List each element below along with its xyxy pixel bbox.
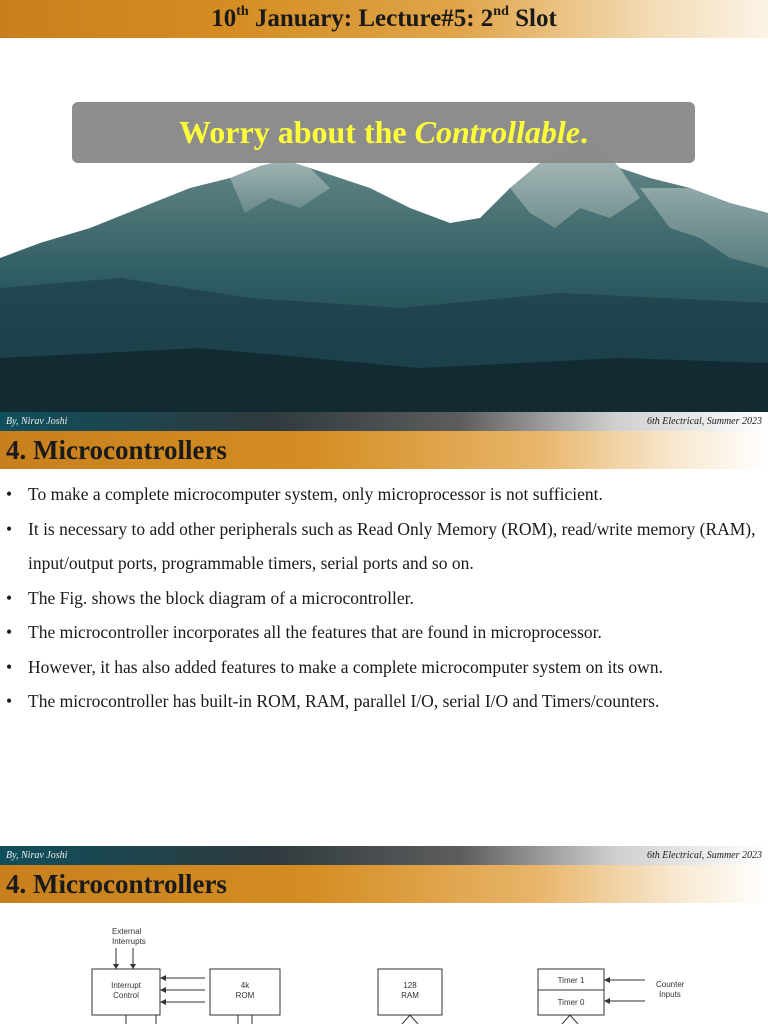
- microcontroller-block-diagram: [0, 903, 768, 1024]
- slide-title-bar: [0, 0, 768, 38]
- section-header: [0, 865, 768, 903]
- quote-text: [179, 114, 588, 151]
- section-title: 4. Microcontrollers: [6, 868, 227, 899]
- rom-label-1: 4k: [240, 981, 250, 990]
- timer-bus-arrow: [562, 1015, 578, 1024]
- timer1-label: Timer 1: [557, 976, 585, 985]
- connector-arrowhead: [160, 975, 166, 981]
- quote-prefix: Worry about the: [179, 114, 415, 150]
- title-part-1: 10: [211, 5, 237, 32]
- footer-course: 6th Electrical, Summer 2023: [647, 416, 762, 427]
- ram-bus-arrow: [402, 1015, 418, 1024]
- counter-inputs-label-1: Counter: [656, 980, 685, 989]
- slide-footer: [0, 412, 768, 431]
- title-part-3: Slot: [508, 5, 557, 32]
- bullet-list: [0, 477, 768, 719]
- connector-arrowhead: [160, 987, 166, 993]
- interrupt-control-label-2: Control: [113, 991, 139, 1000]
- quote-slide: [0, 38, 768, 412]
- footer-course: 6th Electrical, Summer 2023: [647, 850, 762, 861]
- section-title: 4. Microcontrollers: [6, 434, 227, 465]
- section-header: [0, 431, 768, 469]
- rom-label-2: ROM: [235, 991, 255, 1000]
- external-interrupts-label-2: Interrupts: [112, 937, 146, 946]
- quote-emphasis: Controllable: [414, 114, 580, 150]
- interrupt-arrowhead: [130, 964, 136, 969]
- slide-title: [211, 5, 557, 33]
- ram-label-2: RAM: [401, 991, 419, 1000]
- bullet-item: • It is necessary to add other peripherals such as Read Only Memory (ROM), read/write memory (RAM), input/output ports, programmable timers, serial ports and so on.: [0, 512, 768, 581]
- counter-inputs-label-2: Inputs: [659, 990, 681, 999]
- timer0-label: Timer 0: [557, 998, 585, 1007]
- quote-box: [72, 102, 695, 163]
- slide-footer: [0, 846, 768, 865]
- footer-author: By, Nirav Joshi: [6, 850, 68, 861]
- ram-label-1: 128: [403, 981, 417, 990]
- interrupt-arrowhead: [113, 964, 119, 969]
- bullet-item: • To make a complete microcomputer system, only microprocessor is not sufficient.: [0, 477, 768, 512]
- connector-arrowhead: [160, 999, 166, 1005]
- counter-input-arrowhead: [604, 998, 610, 1004]
- interrupt-control-label-1: Interrupt: [111, 981, 141, 990]
- bullet-item: • The microcontroller has built-in ROM, RAM, parallel I/O, serial I/O and Timers/counters.: [0, 684, 768, 719]
- title-superscript-1: th: [236, 3, 249, 19]
- bullet-item: • The Fig. shows the block diagram of a microcontroller.: [0, 581, 768, 616]
- external-interrupts-label-1: External: [112, 927, 142, 936]
- title-part-2: January: Lecture#5: 2: [248, 5, 494, 32]
- quote-suffix: .: [579, 114, 588, 150]
- title-superscript-2: nd: [493, 3, 509, 19]
- bullet-item: • The microcontroller incorporates all the features that are found in microprocessor.: [0, 615, 768, 650]
- footer-author: By, Nirav Joshi: [6, 416, 68, 427]
- bullet-item: • However, it has also added features to make a complete microcomputer system on its own.: [0, 650, 768, 685]
- mountain-image: [0, 38, 768, 412]
- counter-input-arrowhead: [604, 977, 610, 983]
